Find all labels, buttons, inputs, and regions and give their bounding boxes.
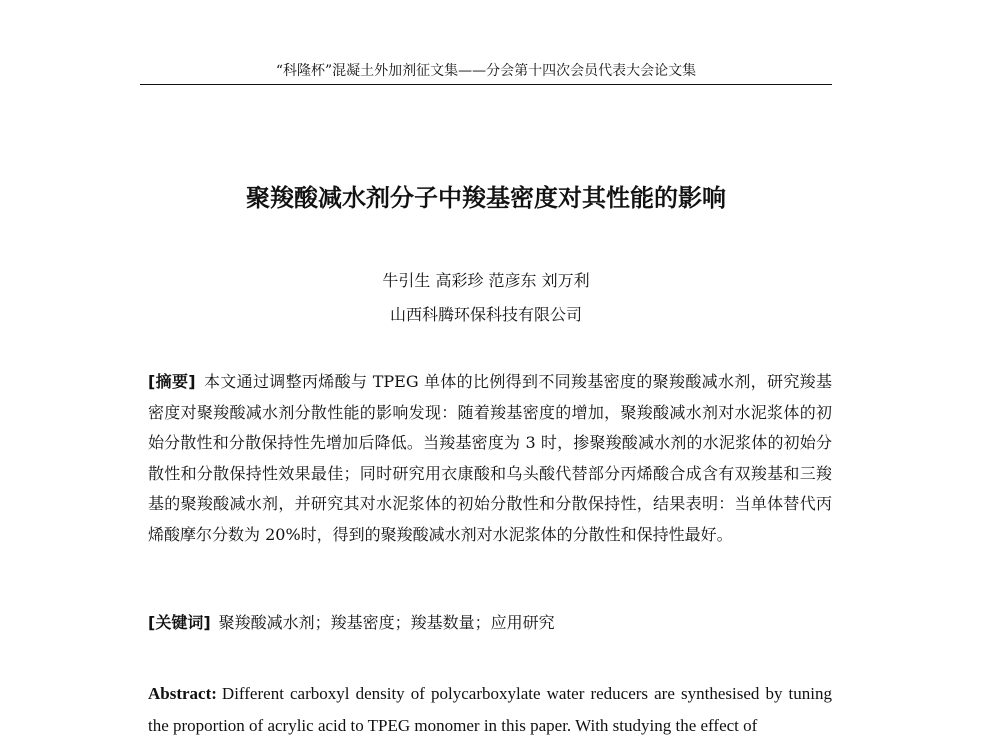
paper-title: 聚羧酸减水剂分子中羧基密度对其性能的影响 <box>246 184 726 212</box>
author-list: 牛引生 高彩珍 范彦东 刘万利 <box>382 271 590 290</box>
chinese-abstract-label: [摘要] <box>148 372 196 391</box>
chinese-abstract <box>148 367 832 551</box>
author-affiliation: 山西科腾环保科技有限公司 <box>389 305 582 324</box>
chinese-keywords-text: 聚羧酸减水剂；羧基密度；羧基数量；应用研究 <box>218 613 555 632</box>
chinese-keywords-label: [关键词] <box>148 613 211 632</box>
chinese-keywords <box>148 610 832 633</box>
header-rule <box>140 84 832 85</box>
running-header: “科隆杯”混凝土外加剂征文集——分会第十四次会员代表大会论文集 <box>275 63 697 79</box>
english-abstract-text: Different carboxyl density of polycarboxylate water reducers are synthesised by tuning the proportion of acrylic acid to TPEG monomer in this paper. With studying the effect of <box>148 684 832 735</box>
english-abstract-label: Abstract: <box>148 684 217 703</box>
english-abstract <box>148 678 832 742</box>
chinese-abstract-text: 本文通过调整丙烯酸与 TPEG 单体的比例得到不同羧基密度的聚羧酸减水剂，研究羧基密度对聚羧酸减水剂分散性能的影响发现：随着羧基密度的增加，聚羧酸减水剂对水泥浆体的初始分散性和分散保持性先增加后降低。当羧基密度为 3 时，掺聚羧酸减水剂的水泥浆体的初始分散性和分散保持性效果最佳；同时研究用衣康酸和乌头酸代替部分丙烯酸合成含有双羧基和三羧基的聚羧酸减水剂，并研究其对水泥浆体的初始分散性和分散保持性，结果表明：当单体替代丙烯酸摩尔分数为 20%时，得到的聚羧酸减水剂对水泥浆体的分散性和保持性最好。 <box>148 372 832 544</box>
